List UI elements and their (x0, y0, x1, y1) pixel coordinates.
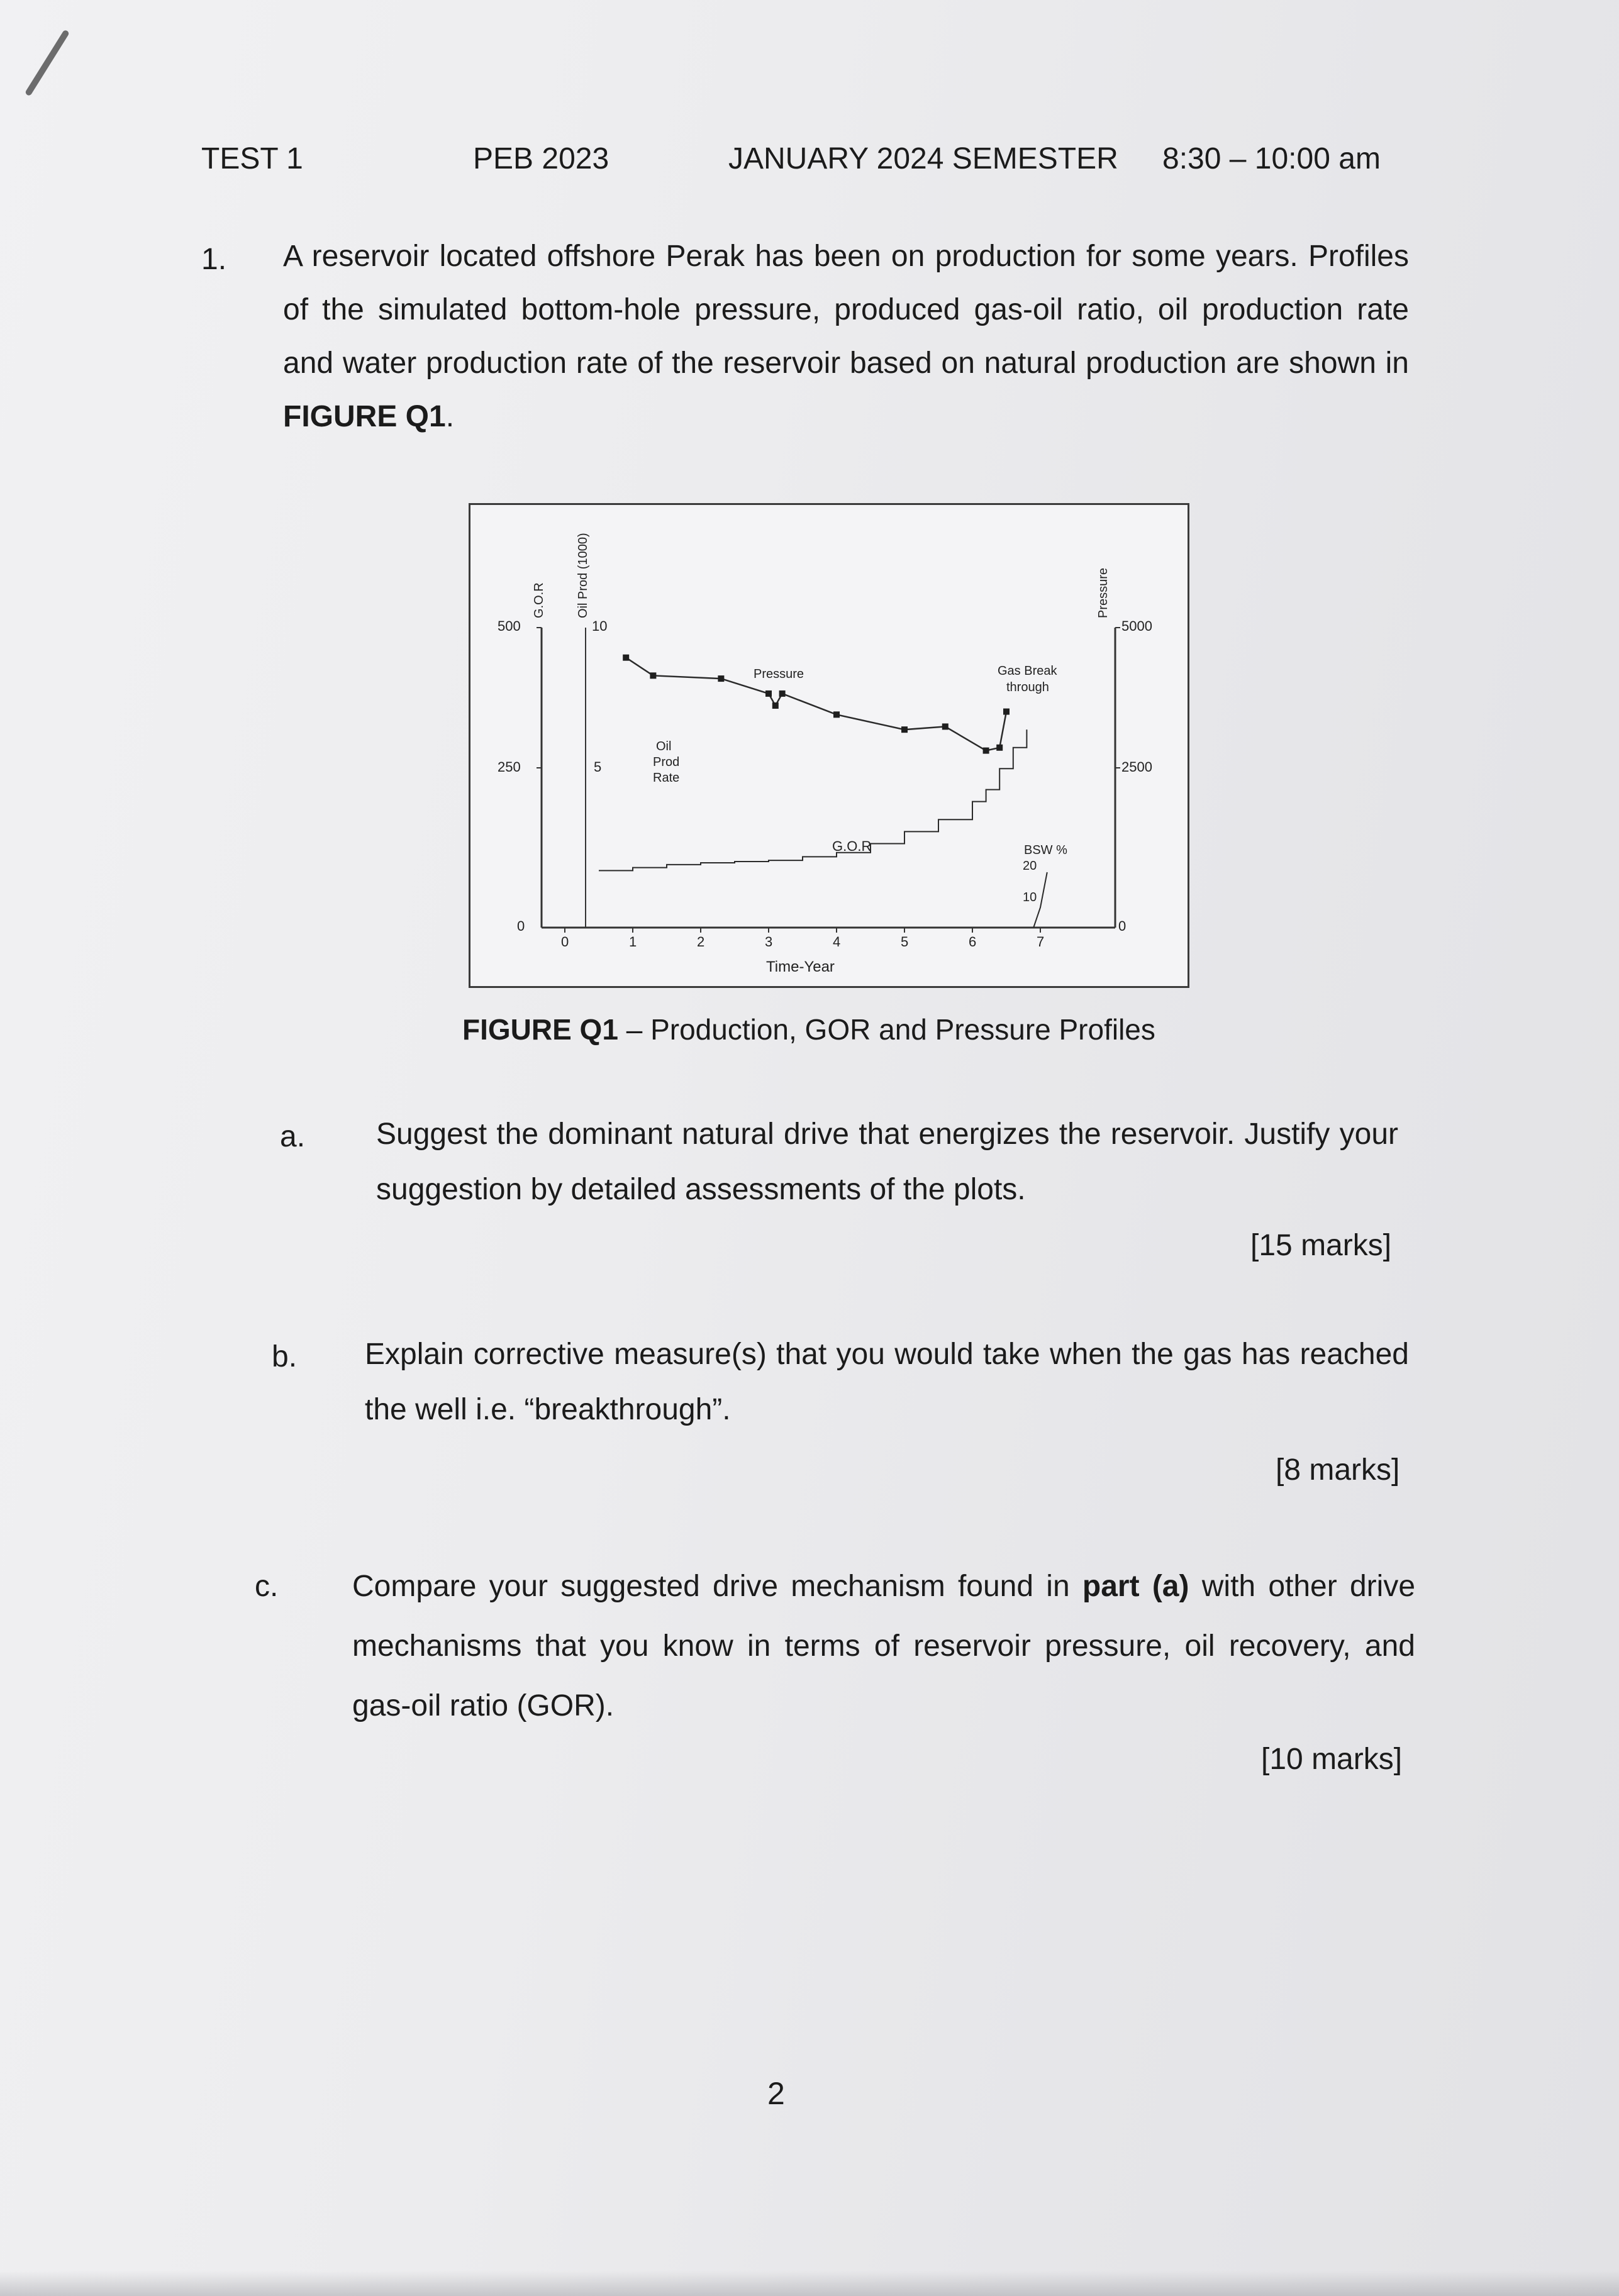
pressure-point (1003, 709, 1010, 715)
x-tick-label: 3 (765, 934, 773, 950)
x-tick-label: 2 (697, 934, 705, 950)
semester-label: JANUARY 2024 SEMESTER (728, 142, 1118, 175)
figure-caption-label: FIGURE Q1 (462, 1013, 618, 1046)
pressure-point (833, 711, 840, 718)
bsw-tick-label: 10 (1023, 890, 1037, 904)
pressure-point (623, 655, 629, 661)
figure-caption (462, 1012, 1155, 1046)
part-b-text: Explain corrective measure(s) that you would take when the gas has reached the well i.e. “breakthrough”. (365, 1338, 1409, 1426)
page-number: 2 (767, 2076, 785, 2111)
pressure-point (779, 690, 786, 697)
bsw-label: BSW % (1024, 843, 1067, 857)
pressure-tick-label: 2500 (1121, 759, 1152, 775)
gor-tick-label: 250 (498, 759, 521, 775)
x-tick-label: 7 (1037, 934, 1045, 950)
gas-breakthrough-annotation: Gas Break (998, 664, 1057, 678)
pressure-annotation: Pressure (754, 667, 804, 681)
series-layer (599, 655, 1047, 928)
oil-tick-label: 5 (594, 759, 602, 775)
oil-tick-label: 10 (592, 618, 608, 634)
part-b-label: b. (272, 1340, 298, 1373)
x-tick-label: 5 (901, 934, 909, 950)
pressure-point (996, 745, 1003, 751)
gor-tick-label: 0 (517, 918, 525, 934)
figure-reference: FIGURE Q1 (283, 400, 446, 433)
test-label: TEST 1 (201, 142, 303, 175)
series-line-pressure (626, 658, 1006, 751)
production-chart (470, 505, 1188, 986)
exam-time: 8:30 – 10:00 am (1162, 142, 1381, 175)
bsw-tick-label: 20 (1023, 859, 1037, 873)
pressure-point (650, 672, 656, 679)
oil-rate-annotation: Prod (653, 755, 680, 769)
course-code: PEB 2023 (473, 142, 609, 175)
pressure-point (983, 748, 989, 754)
pressure-tick-label: 0 (1118, 918, 1127, 934)
pressure-axis-label: Pressure (1096, 567, 1110, 618)
gas-breakthrough-annotation: through (1006, 680, 1049, 694)
page-edge-shadow (0, 2271, 1619, 2296)
x-tick-labels (561, 928, 1044, 950)
oil-rate-annotation: Oil (656, 740, 672, 753)
oil-rate-annotation: Rate (653, 771, 680, 785)
figure-caption-text: – Production, GOR and Pressure Profiles (618, 1013, 1155, 1046)
part-a-label: a. (280, 1120, 306, 1153)
pressure-point (942, 723, 949, 729)
gor-axis-label: G.O.R (532, 582, 546, 618)
pen-mark (25, 29, 70, 96)
pressure-point (718, 675, 724, 682)
part-c-reference: part (a) (1082, 1570, 1189, 1603)
x-tick-label: 1 (629, 934, 637, 950)
question-number: 1. (201, 243, 227, 276)
x-tick-label: 0 (561, 934, 569, 950)
gor-annotation: G.O.R (832, 838, 872, 854)
part-a-marks: [15 marks] (1250, 1229, 1392, 1262)
pressure-point (765, 690, 772, 697)
time-axis-label: Time-Year (766, 958, 835, 975)
figure-q1 (469, 503, 1189, 988)
part-c-label: c. (255, 1570, 279, 1603)
question-text-body: A reservoir located offshore Perak has been on production for some years. Profiles of the simulated bottom-hole pressure, produced gas-oil ratio, oil production rate and water production rate of the reservoir based on natural production are shown in (283, 240, 1409, 380)
x-tick-label: 6 (969, 934, 977, 950)
part-c-marks: [10 marks] (1261, 1743, 1403, 1776)
pressure-point (772, 702, 779, 709)
x-tick-label: 4 (833, 934, 841, 950)
part-a-text: Suggest the dominant natural drive that energizes the reservoir. Justify your suggestion by detailed assessments of the plots. (376, 1117, 1398, 1206)
part-c-text-end: with other drive mechanisms that you know in terms of reservoir pressure, oil recovery, and gas-oil ratio (GOR). (352, 1570, 1416, 1722)
part-c-text-body: Compare your suggested drive mechanism found in (352, 1570, 1082, 1603)
part-b-marks: [8 marks] (1276, 1453, 1400, 1487)
question-text (283, 230, 1409, 443)
oil-axis-label: Oil Prod (1000) (576, 533, 590, 618)
pressure-tick-label: 5000 (1121, 618, 1152, 634)
question-text-end: . (445, 400, 455, 433)
gor-tick-label: 500 (498, 618, 521, 634)
part-c-text (352, 1556, 1415, 1736)
pressure-point (901, 726, 908, 733)
